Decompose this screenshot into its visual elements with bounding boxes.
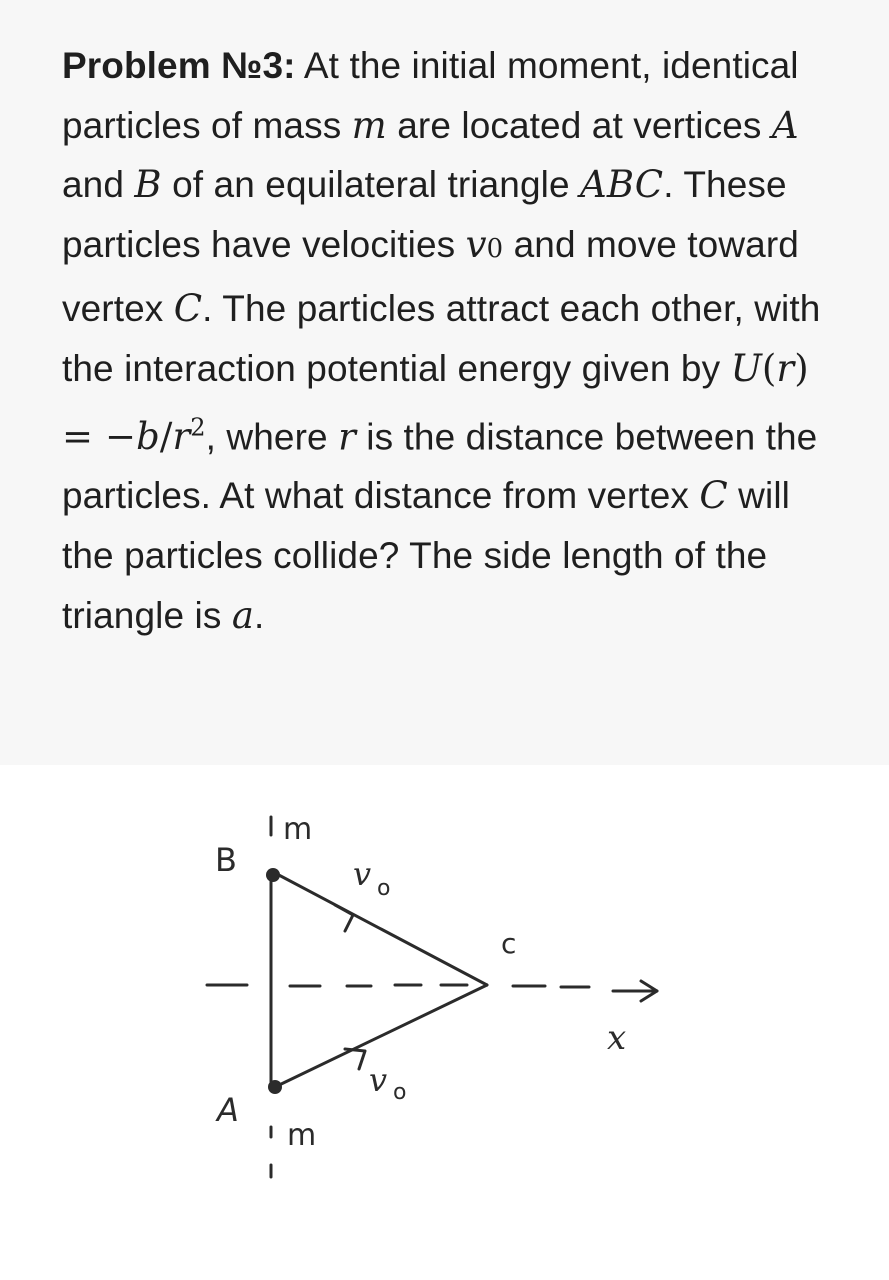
math-vertex-a: A [771, 103, 799, 147]
math-velocity-subscript: 0 [486, 233, 504, 264]
label-mass-bottom: m [287, 1118, 317, 1153]
particle-a [268, 1080, 282, 1094]
text-part: . These particles have velocities [62, 164, 787, 265]
text-part: . [254, 594, 265, 636]
formula-exponent: 2 [190, 413, 206, 442]
label-velocity-bottom-subscript: o [393, 1080, 407, 1105]
formula-paren-left: ( [761, 346, 777, 390]
text-part: will the particles collide? The side length of the triangle is [62, 475, 790, 636]
text-part: and [62, 164, 135, 206]
label-velocity-top-subscript: o [377, 876, 391, 901]
math-distance-r: r [338, 414, 356, 458]
formula-r-squared: r [172, 414, 191, 458]
label-x-axis: x [607, 1018, 627, 1058]
formula-b: b [136, 414, 160, 458]
velocity-arrow-top [335, 905, 353, 931]
text-part: are located at vertices [386, 104, 772, 146]
math-velocity-symbol: v [465, 222, 487, 266]
math-vertex-c: C [699, 474, 728, 518]
formula-paren-right: ) [794, 346, 809, 390]
text-part: of an equilateral triangle [161, 164, 581, 206]
text-part: , where [205, 415, 339, 457]
math-mass: m [351, 103, 387, 147]
problem-statement [62, 36, 829, 645]
math-vertex-c: C [173, 287, 203, 331]
label-vertex-a: A [217, 1091, 239, 1129]
formula-r: r [776, 346, 795, 390]
formula-equals-minus: = − [62, 414, 137, 458]
text-part: is the distance between the particles. At what distance from vertex [62, 415, 818, 517]
math-triangle-abc: ABC [580, 163, 664, 207]
triangle-diagram [195, 805, 685, 1205]
text-part: At the initial moment, identical particles of mass [62, 45, 799, 146]
math-velocity [466, 223, 504, 266]
formula-slash: / [159, 414, 173, 458]
particle-b [266, 868, 280, 882]
text-part: . The particles attract each other, with the interaction potential energy given by [62, 288, 821, 389]
problem-title: Problem №3: [62, 45, 296, 86]
triangle-figure [195, 805, 685, 1205]
label-mass-top: m [283, 812, 313, 847]
formula-u: U [730, 346, 762, 390]
label-velocity-top: v [353, 855, 372, 893]
math-vertex-b: B [134, 163, 162, 207]
label-vertex-b: B [215, 841, 237, 879]
text-part: and move toward vertex [62, 223, 799, 330]
label-velocity-bottom: v [369, 1061, 388, 1099]
label-vertex-c: c [501, 927, 517, 960]
math-side-a: a [231, 593, 255, 637]
